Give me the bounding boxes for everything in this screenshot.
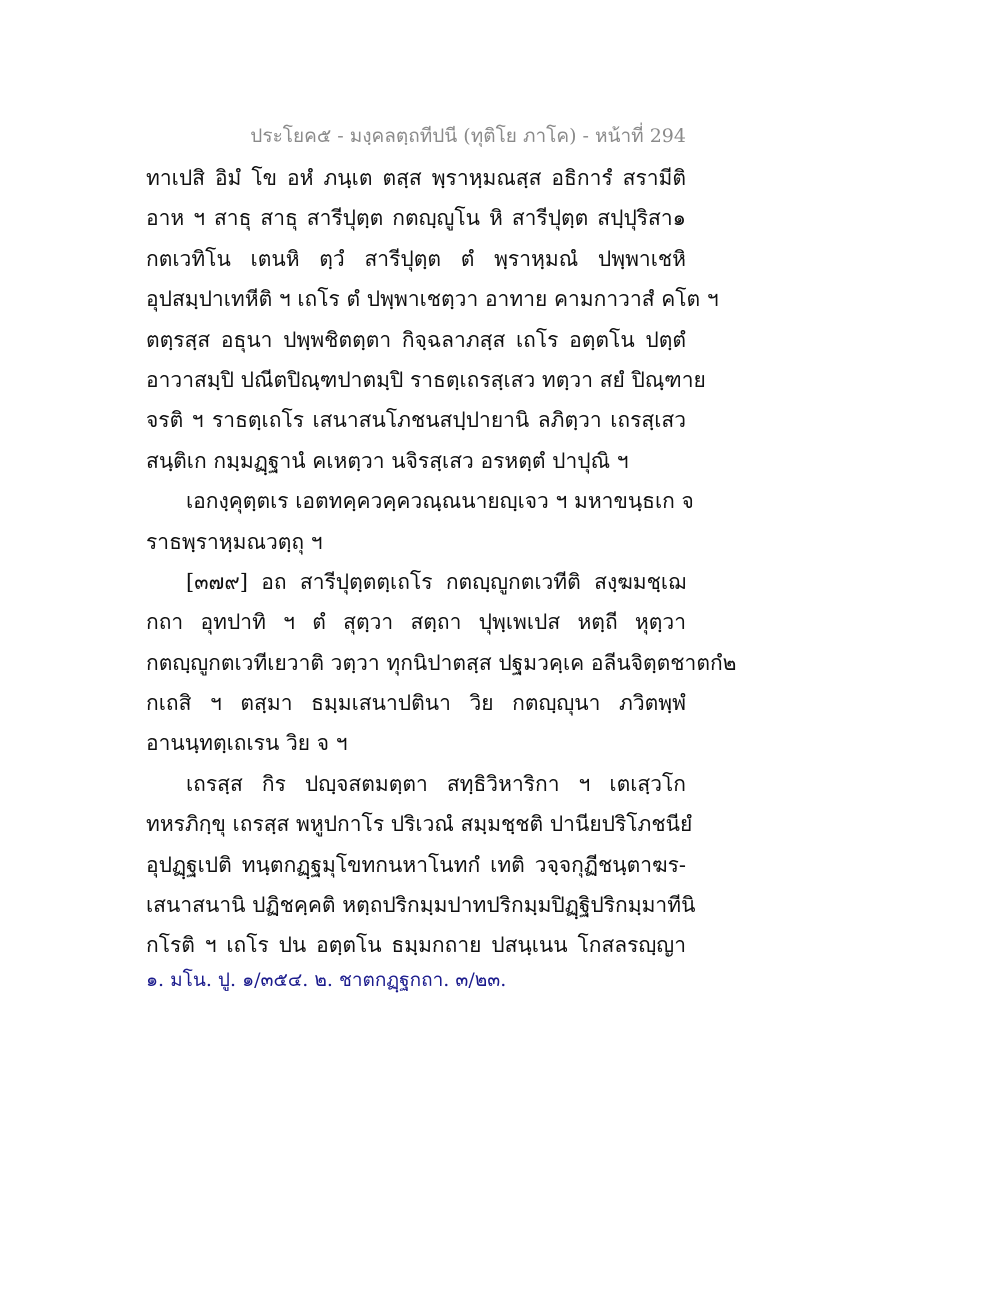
text-line: กถา อุทปาทิ ฯ ตํ สุตฺวา สตฺถา ปุพฺเพเปส หตฺถี หุตฺวา [146,610,686,635]
text-line: กตเวทิโน เตนหิ ตฺวํ สารีปุตฺต ตํ พฺราหฺมณํ ปพฺพาเชหิ [146,246,686,271]
main-text-block [146,158,737,966]
text-line: อานนฺทตฺเถเรน วิย จ ฯ [146,731,348,756]
text-line: [๓๗๙] อถ สารีปุตฺตตฺเถโร กตญฺญูกตเวทีติ สงฺฆมชฺเฌ [186,569,686,594]
text-line: ตตฺรสฺส อธุนา ปพฺพชิตตฺตา กิจฺฉลาภสฺส เถโร อตฺตโน ปตฺตํ [146,327,686,352]
text-line: ราธพฺราหฺมณวตฺถุ ฯ [146,529,323,554]
page-header: ประโยค๕ - มงฺคลตฺถทีปนี (ทุติโย ภาโค) - หน้าที่ 294 [250,125,686,147]
text-line: จรติ ฯ ราธตฺเถโร เสนาสนโภชนสปฺปายานิ ลภิตฺวา เถรสฺเสว [146,408,686,433]
text-line: อาวาสมฺปิ ปณีตปิณฺฑปาตมฺปิ ราธตฺเถรสฺเสว ทตฺวา สยํ ปิณฺฑาย [146,367,706,392]
text-line: ทหรภิกฺขุ เถรสฺส พหูปกาโร ปริเวณํ สมฺมชฺชติ ปานียปริโภชนียํ [146,812,693,837]
text-line: กโรติ ฯ เถโร ปน อตฺตโน ธมฺมกถาย ปสนฺเนน โกสลรญฺญา [146,933,686,958]
text-line: ทาเปสิ อิมํ โข อหํ ภนฺเต ตสฺส พฺราหฺมณสฺส อธิการํ สรามีติ [146,166,686,190]
text-line: กตญฺญูกตเวทีเยวาติ วตฺวา ทุกนิปาตสฺส ปฐมวคฺเค อลีนจิตฺตชาตกํ๒ [146,650,737,675]
text-line: อาห ฯ สาธุ สาธุ สารีปุตฺต กตญฺญูโน หิ สารีปุตฺต สปฺปุริสา๑ [146,206,686,231]
footnote: ๑. มโน. ปู. ๑/๓๕๔. ๒. ชาตกฏฺฐกถา. ๓/๒๓. [146,969,507,991]
text-line: กเถสิ ฯ ตสฺมา ธมฺมเสนาปตินา วิย กตญฺญุนา ภวิตพฺพํ [146,691,686,716]
text-line: เอกงฺคุตฺตเร เอตทคฺควคฺควณฺณนายญฺเจว ฯ มหาขนฺธเก จ [186,489,694,514]
text-line: เถรสฺส กิร ปญฺจสตมตฺตา สทฺธิวิหาริกา ฯ เตเสฺวโก [186,771,686,796]
text-line: อุปฏฺฐเปติ ทนฺตกฏฺฐมุโขทกนหาโนทกํ เทติ วจฺจกุฏีชนฺตาฆร- [146,852,686,877]
text-line: อุปสมฺปาเทหีติ ฯ เถโร ตํ ปพฺพาเชตฺวา อาทาย คามกาวาสํ คโต ฯ [146,287,719,312]
text-line: เสนาสนานิ ปฏิชคฺคติ หตฺถปริกมฺมปาทปริกมฺมปิฏฺฐิปริกมฺมาทีนิ [146,893,696,918]
text-line: สนฺติเก กมฺมฏฺฐานํ คเหตฺวา นจิรสฺเสว อรหตฺตํ ปาปุณิ ฯ [146,448,629,473]
